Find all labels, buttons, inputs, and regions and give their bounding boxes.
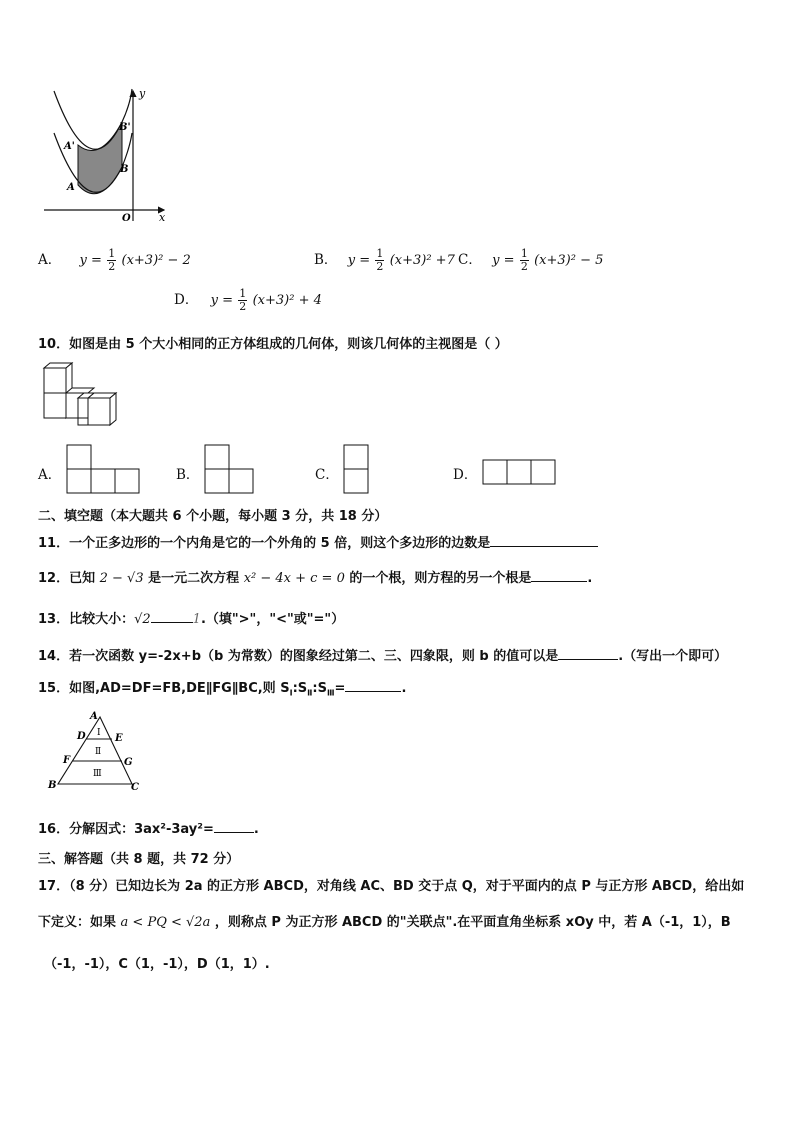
option-label: C． — [458, 252, 482, 268]
q17-line-2 — [38, 911, 731, 930]
q12-end: . — [587, 571, 593, 586]
q16-answer-blank[interactable] — [214, 832, 254, 833]
q16-body: 16．分解因式：3ax²-3ay²= — [38, 822, 214, 837]
vertex-a-label: A — [90, 711, 98, 722]
q13-answer-blank[interactable] — [151, 622, 193, 623]
vertex-g-label: G — [124, 757, 133, 768]
section-2-heading: 二、填空题（本大题共 6 个小题，每小题 3 分，共 18 分） — [38, 509, 388, 524]
q13-text — [38, 608, 344, 627]
q12-text — [38, 567, 592, 586]
q15-triangle-figure — [44, 708, 144, 794]
vertex-e-label: E — [115, 733, 123, 744]
q12-answer-blank[interactable] — [531, 581, 587, 582]
q17-inequality: a < PQ < √2a — [120, 915, 211, 930]
q17-line-1: 17．（8 分）已知边长为 2a 的正方形 ABCD，对角线 AC、BD 交于点 Q，对于平面内的点 P 与正方形 ABCD，给出如 — [38, 879, 745, 894]
q9-option-c[interactable] — [458, 248, 603, 273]
q13-pre: 13．比较大小： — [38, 612, 135, 627]
q15-sep-2: :S — [312, 681, 327, 696]
q14-post: .（写出一个即可） — [618, 649, 728, 664]
q12-mid: 是一元二次方程 — [148, 571, 240, 586]
q10-option-b[interactable] — [176, 463, 199, 483]
q16-end: . — [253, 822, 259, 837]
q10-option-a[interactable] — [38, 463, 61, 483]
point-b-prime-label: B' — [119, 122, 131, 133]
fraction: $\frac{1}{2}$ — [239, 287, 247, 313]
point-a-label: A — [67, 182, 75, 193]
fraction: $\frac{1}{2}$ — [376, 247, 384, 273]
option-label: B． — [314, 252, 338, 268]
q11-text — [38, 532, 598, 551]
q12-pre: 12．已知 — [38, 571, 96, 586]
q14-body: 14．若一次函数 y=-2x+b（b 为常数）的图象经过第二、三、四象限，则 b 的值可以是 — [38, 649, 559, 664]
q17-line-2-post: ，则称点 P 为正方形 ABCD 的"关联点".在平面直角坐标系 xOy 中，若 A（-1，1），B — [214, 915, 731, 930]
q15-sub-3: Ⅲ — [326, 688, 335, 698]
q9-option-a[interactable] — [38, 248, 191, 273]
point-b-label: B — [120, 164, 129, 175]
option-pre: y = — [347, 253, 371, 268]
q15-eq: = — [334, 681, 346, 696]
q9-parabola-figure — [40, 85, 175, 225]
q11-body: 11．一个正多边形的一个内角是它的一个外角的 5 倍，则这个多边形的边数是 — [38, 536, 491, 551]
q15-body: 15．如图,AD=DF=FB,DE∥FG∥BC,则 S — [38, 681, 290, 696]
q13-compare-value: 1 — [192, 612, 201, 627]
option-label: D． — [174, 292, 199, 308]
q10-cubes-figure — [40, 362, 125, 427]
q10-option-c[interactable] — [315, 463, 339, 483]
q12-root-expr: 2 − √3 — [99, 571, 144, 586]
option-label: D． — [453, 467, 478, 483]
option-label: C． — [315, 467, 339, 483]
option-post: (x+3)² − 2 — [121, 253, 191, 268]
q15-sep-1: :S — [292, 681, 308, 696]
region-1-label: Ⅰ — [97, 728, 101, 738]
q15-answer-blank[interactable] — [345, 691, 401, 692]
option-post: (x+3)² +7 — [389, 253, 455, 268]
vertex-d-label: D — [77, 731, 86, 742]
q9-option-d[interactable] — [174, 288, 322, 313]
q9-option-b[interactable] — [314, 248, 455, 273]
q10-option-d-shape — [482, 459, 560, 487]
origin-label: O — [122, 213, 131, 224]
q12-post: 的一个根，则方程的另一个根是 — [349, 571, 532, 586]
q15-sub-1: Ⅰ — [289, 688, 293, 698]
q10-option-c-shape — [343, 444, 371, 496]
option-post: (x+3)² − 5 — [534, 253, 604, 268]
q16-text — [38, 818, 259, 837]
vertex-f-label: F — [63, 755, 71, 766]
option-post: (x+3)² + 4 — [252, 293, 322, 308]
x-axis-label: x — [159, 211, 166, 224]
fraction: $\frac{1}{2}$ — [520, 247, 528, 273]
q15-end: . — [401, 681, 407, 696]
q13-expr: √2 — [134, 612, 151, 627]
q15-sub-2: Ⅱ — [307, 688, 313, 698]
vertex-c-label: C — [131, 782, 139, 793]
option-pre: y = — [79, 253, 102, 268]
q13-post: .（填">"，"<"或"="） — [200, 612, 345, 627]
q17-line-3: （-1，-1），C（1，-1），D（1，1）. — [44, 957, 270, 972]
q10-option-a-shape — [66, 444, 142, 496]
vertex-b-label: B — [48, 780, 57, 791]
region-3-label: Ⅲ — [93, 769, 102, 779]
shaded-region — [78, 122, 122, 194]
q11-answer-blank[interactable] — [490, 546, 598, 547]
region-2-label: Ⅱ — [95, 747, 102, 757]
option-label: A． — [38, 252, 62, 268]
y-axis-label: y — [139, 87, 146, 100]
q14-answer-blank[interactable] — [558, 659, 618, 660]
q10-option-b-shape — [204, 444, 256, 496]
q10-text: 10．如图是由 5 个大小相同的正方体组成的几何体，则该几何体的主视图是（ ） — [38, 337, 508, 352]
fraction: $\frac{1}{2}$ — [108, 247, 116, 273]
option-label: A． — [38, 467, 62, 483]
option-pre: y = — [210, 293, 233, 308]
point-a-prime-label: A' — [64, 141, 75, 152]
option-label: B． — [176, 467, 200, 483]
section-3-heading: 三、解答题（共 8 题，共 72 分） — [38, 852, 240, 867]
q15-text — [38, 677, 406, 698]
q12-equation: x² − 4x + c = 0 — [243, 571, 345, 586]
q17-line-2-pre: 下定义：如果 — [38, 915, 117, 930]
option-pre: y = — [492, 253, 515, 268]
q10-option-d[interactable] — [453, 463, 477, 483]
q14-text — [38, 645, 727, 664]
